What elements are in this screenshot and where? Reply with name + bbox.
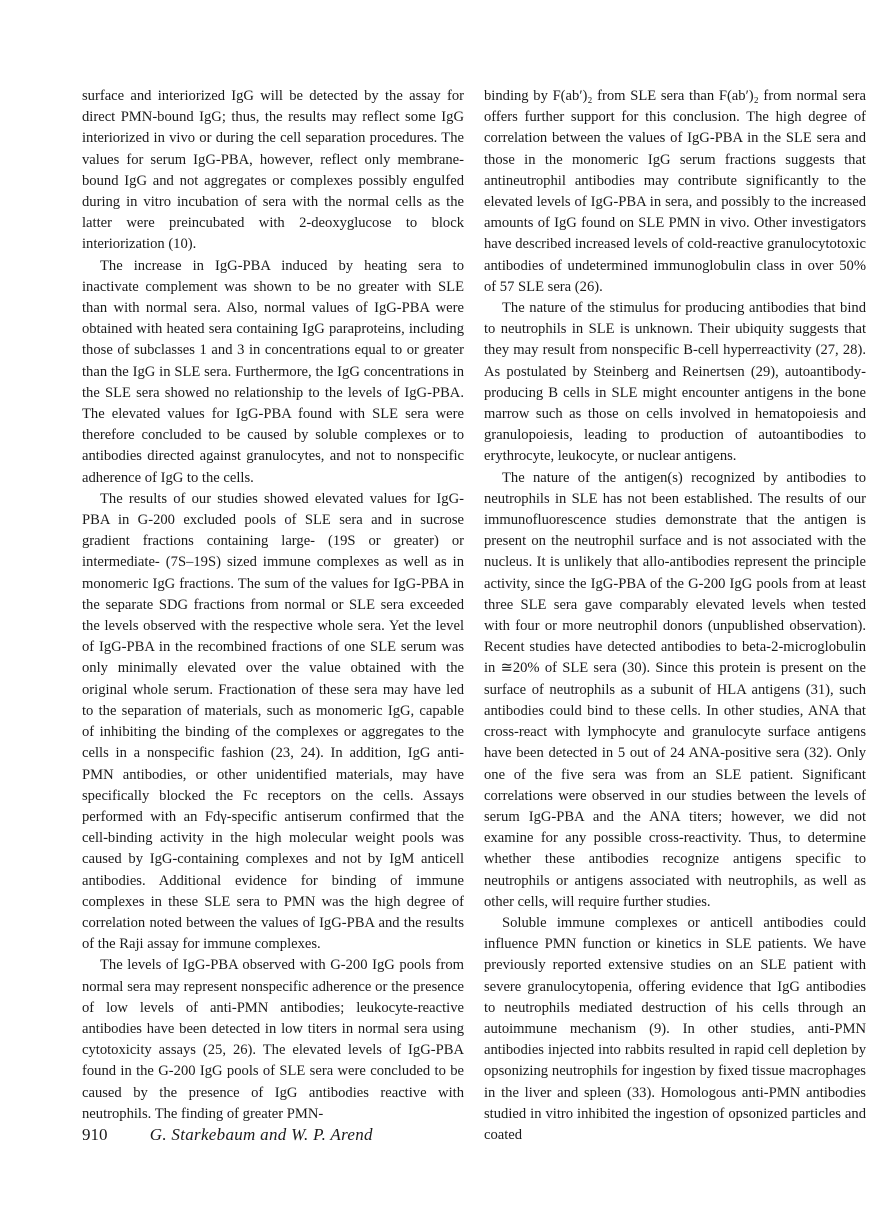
paragraph: The nature of the stimulus for producing antibodies that bind to neutrophils in SLE is unknown. Their ubiquity suggests that they may result from nonspecific B-cell hyperreactivity (27, 28). As postulated by Steinberg and Reinertsen (29), autoantibody-producing B cells in SLE might encounter antigens in the bone marrow such as those on cells involved in hematopoiesis and granulopoiesis, leading to production of autoantibodies to erythrocyte, leukocyte, or nuclear antigens. xyxy=(484,300,866,465)
paragraph: Soluble immune complexes or anticell antibodies could influence PMN function or kinetics in SLE patients. We have previously reported extensive studies on an SLE patient with severe granulocytopenia, offering evidence that IgG antibodies to neutrophils mediated destruction of his cells through an autoimmune mechanism (9). In other studies, anti-PMN antibodies injected into rabbits resulted in rapid cell depletion by opsonizing neutrophils for ingestion by fixed tissue macrophages in the liver and spleen (33). Homologous anti-PMN antibodies studied in vitro inhibited the ingestion of opsonized particles and coated xyxy=(484,914,866,1143)
paragraph: The increase in IgG-PBA induced by heating sera to inactivate complement was shown to be no greater with SLE than with normal sera. Also, normal values of IgG-PBA were obtained with heated sera containing IgG paraproteins, including those of subclasses 1 and 3 in concentrations equal to or greater than the IgG in SLE sera. Furthermore, the IgG concentrations in the SLE sera showed no relationship to the levels of IgG-PBA. The elevated values for IgG-PBA found with SLE sera were therefore concluded to be caused by soluble complexes or to antibodies directed against granulocytes, and not to nonspecific adherence of IgG to the cells. xyxy=(82,257,464,486)
running-authors: G. Starkebaum and W. P. Arend xyxy=(149,1125,373,1144)
left-column xyxy=(82,86,464,1125)
right-column xyxy=(484,86,866,1146)
page-footer xyxy=(82,1125,373,1145)
page-number: 910 xyxy=(82,1125,108,1144)
paragraph: The levels of IgG-PBA observed with G-200 IgG pools from normal sera may represent nonspecific adherence or the presence of low levels of anti-PMN antibodies; leukocyte-reactive antibodies have been detected in low titers in normal sera using cytotoxicity assays (25, 26). The elevated levels of IgG-PBA found in the G-200 IgG pools of SLE sera were concluded to be caused by the presence of IgG antibodies reactive with neutrophils. The finding of greater PMN- xyxy=(82,957,464,1122)
paragraph: The results of our studies showed elevated values for IgG-PBA in G-200 excluded pools of SLE sera and in sucrose gradient fractions containing large- (19S or greater) or intermediate- (7S–19S) sized immune complexes as well as in monomeric IgG fractions. The sum of the values for IgG-PBA in the separate SDG fractions from normal or SLE sera exceeded the levels observed with the respective whole sera. Yet the level of IgG-PBA in the recombined fractions of one SLE serum was only minimally elevated over the value obtained with the original whole serum. Fractionation of these sera may have led to the separation of materials, such as monomeric IgG, capable of inhibiting the binding of the complexes or aggregates to the cells in a nonspecific fashion (23, 24). In addition, IgG anti-PMN antibodies, or other unidentified materials, may have specifically blocked the Fc receptors on the cells. Assays performed with an Fdγ-specific antiserum confirmed that the cell-binding activity in the high molecular weight pools was caused by IgG-containing complexes and not by IgM anticell antibodies. Additional evidence for binding of immune complexes in these SLE sera to PMN was the high degree of correlation noted between the values of IgG-PBA and the results of the Raji assay for immune complexes. xyxy=(82,490,464,953)
paragraph: surface and interiorized IgG will be detected by the assay for direct PMN-bound IgG; thus, the results may reflect some IgG interiorized in vivo or during the cell separation procedures. The values for serum IgG-PBA, however, reflect only membrane-bound IgG and not aggregates or complexes possibly engulfed during in vitro incubation of sera with the normal cells as the latter were preincubated with 2-deoxyglucose to block interiorization (10). xyxy=(82,88,464,253)
paragraph: binding by F(ab′)₂ from SLE sera than F(ab′)₂ from normal sera offers further support for this conclusion. The high degree of correlation between the values of IgG-PBA in the SLE sera and those in the monomeric IgG serum fractions suggests that antineutrophil antibodies may contribute significantly to the elevated levels of IgG-PBA in sera, and possibly to the increased amounts of IgG found on SLE PMN in vivo. Other investigators have described increased levels of cold-reactive granulocytotoxic antibodies of undetermined immunoglobulin class in over 50% of 57 SLE sera (26). xyxy=(484,88,866,295)
paragraph: The nature of the antigen(s) recognized by antibodies to neutrophils in SLE has not been established. The results of our immunofluorescence studies demonstrate that the antigen is present on the neutrophil surface and is not associated with the nucleus. It is unlikely that allo-antibodies represent the principle activity, since the IgG-PBA of the G-200 IgG pools from at least three SLE sera gave comparably elevated levels when tested with four or more neutrophil donors (unpublished observation). Recent studies have detected antibodies to beta-2-microglobulin in ≅20% of SLE sera (30). Since this protein is present on the surface of neutrophils as a subunit of HLA antigens (31), such antibodies could bind to these cells. In other studies, ANA that cross-react with lymphocyte and granulocyte surface antigens have been detected in 5 out of 24 ANA-positive sera (32). Only one of the five sera was from an SLE patient. Significant correlations were observed in our studies between the levels of serum IgG-PBA and the ANA titers; however, we did not examine for any possible cross-reactivity. Thus, to determine whether these antibodies recognize antigens specific to neutrophils or antigens associated with neutrophils, as well as other cells, will require further studies. xyxy=(484,469,866,910)
